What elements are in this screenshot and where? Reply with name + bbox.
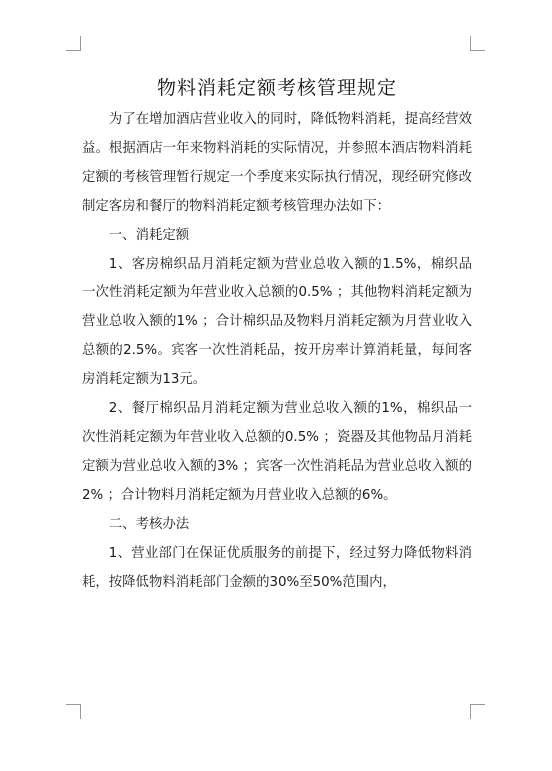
- margin-corner-mark: [66, 704, 81, 719]
- paragraph-restaurant-quota: 2、餐厅棉织品月消耗定额为营业总收入额的1%，棉织品一次性消耗定额为年营业收入总额的0.5% ；瓷器及其他物品月消耗定额为营业总收入额的3% ；宾客一次性消耗品为营业总收入额的2% ；合计物料月消耗定额为月营业收入总额的6%。: [82, 401, 472, 503]
- section-heading-consumption-quota: 一、消耗定额: [108, 227, 190, 243]
- margin-corner-mark: [470, 36, 485, 51]
- document-title: 物料消耗定额考核管理规定: [156, 77, 397, 99]
- margin-corner-mark: [66, 36, 81, 51]
- margin-corner-mark: [470, 704, 485, 719]
- paragraph-assessment-1: 1、营业部门在保证优质服务的前提下，经过努力降低物料消耗，按降低物料消耗部门金额的30%至50%范围内，: [82, 545, 472, 590]
- section-heading-assessment-method: 二、考核办法: [108, 516, 190, 532]
- document-body: [82, 72, 472, 597]
- paragraph-room-quota: 1、客房棉织品月消耗定额为营业总收入额的1.5%，棉织品一次性消耗定额为年营业收入总额的0.5% ；其他物料消耗定额为营业总收入额的1% ；合计棉织品及物料月消耗定额为月营业收入总额的2.5%。宾客一次性消耗品，按开房率计算消耗量，每间客房消耗定额为13元。: [82, 256, 472, 388]
- intro-paragraph: 为了在增加酒店营业收入的同时，降低物料消耗，提高经营效益。根据酒店一年来物料消耗的实际情况，并参照本酒店物料消耗定额的考核管理暂行规定一个季度来实际执行情况，现经研究修改制定客房和餐厅的物料消耗定额考核管理办法如下：: [82, 112, 472, 214]
